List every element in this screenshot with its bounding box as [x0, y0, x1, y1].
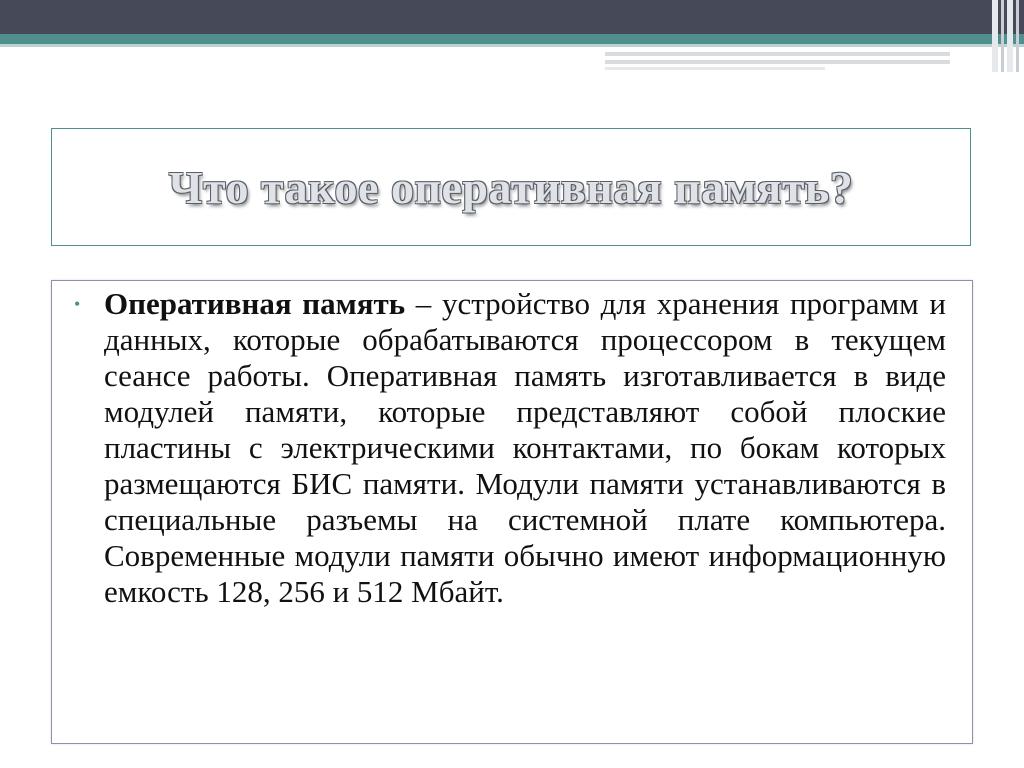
header-decor-bar — [992, 0, 998, 72]
header-decor-stripe — [605, 52, 950, 56]
header-decor-bar — [1016, 0, 1019, 72]
body-paragraph — [104, 286, 946, 610]
slide-title: Что такое оперативная память? — [168, 161, 854, 213]
list-item — [74, 286, 946, 610]
header-decor-stripe — [605, 60, 950, 64]
header-accent-line — [0, 44, 1024, 47]
header-decor-stripe — [605, 67, 825, 70]
content-box — [51, 280, 973, 744]
bullet-icon: • — [74, 294, 81, 314]
definition-term: Оперативная память — [104, 286, 406, 321]
header-dark-band — [0, 0, 1024, 34]
header-decor-bar — [1001, 0, 1004, 72]
header-accent-band — [0, 34, 1024, 44]
definition-text: – устройство для хранения программ и данных, которые обрабатываются процессором в текущем сеансе работы. Оперативная память изготавливается в виде модулей памяти, которые представляют собой плоские пластины с электрическими контактами, по бокам которых размещаются БИС памяти. Модули памяти устанавливаются в специальные разъемы на системной плате компьютера. Современные модули памяти обычно имеют информационную емкость 128, 256 и 512 Мбайт. — [104, 286, 946, 609]
title-box — [51, 128, 971, 246]
header-decor-bar — [1007, 0, 1013, 72]
